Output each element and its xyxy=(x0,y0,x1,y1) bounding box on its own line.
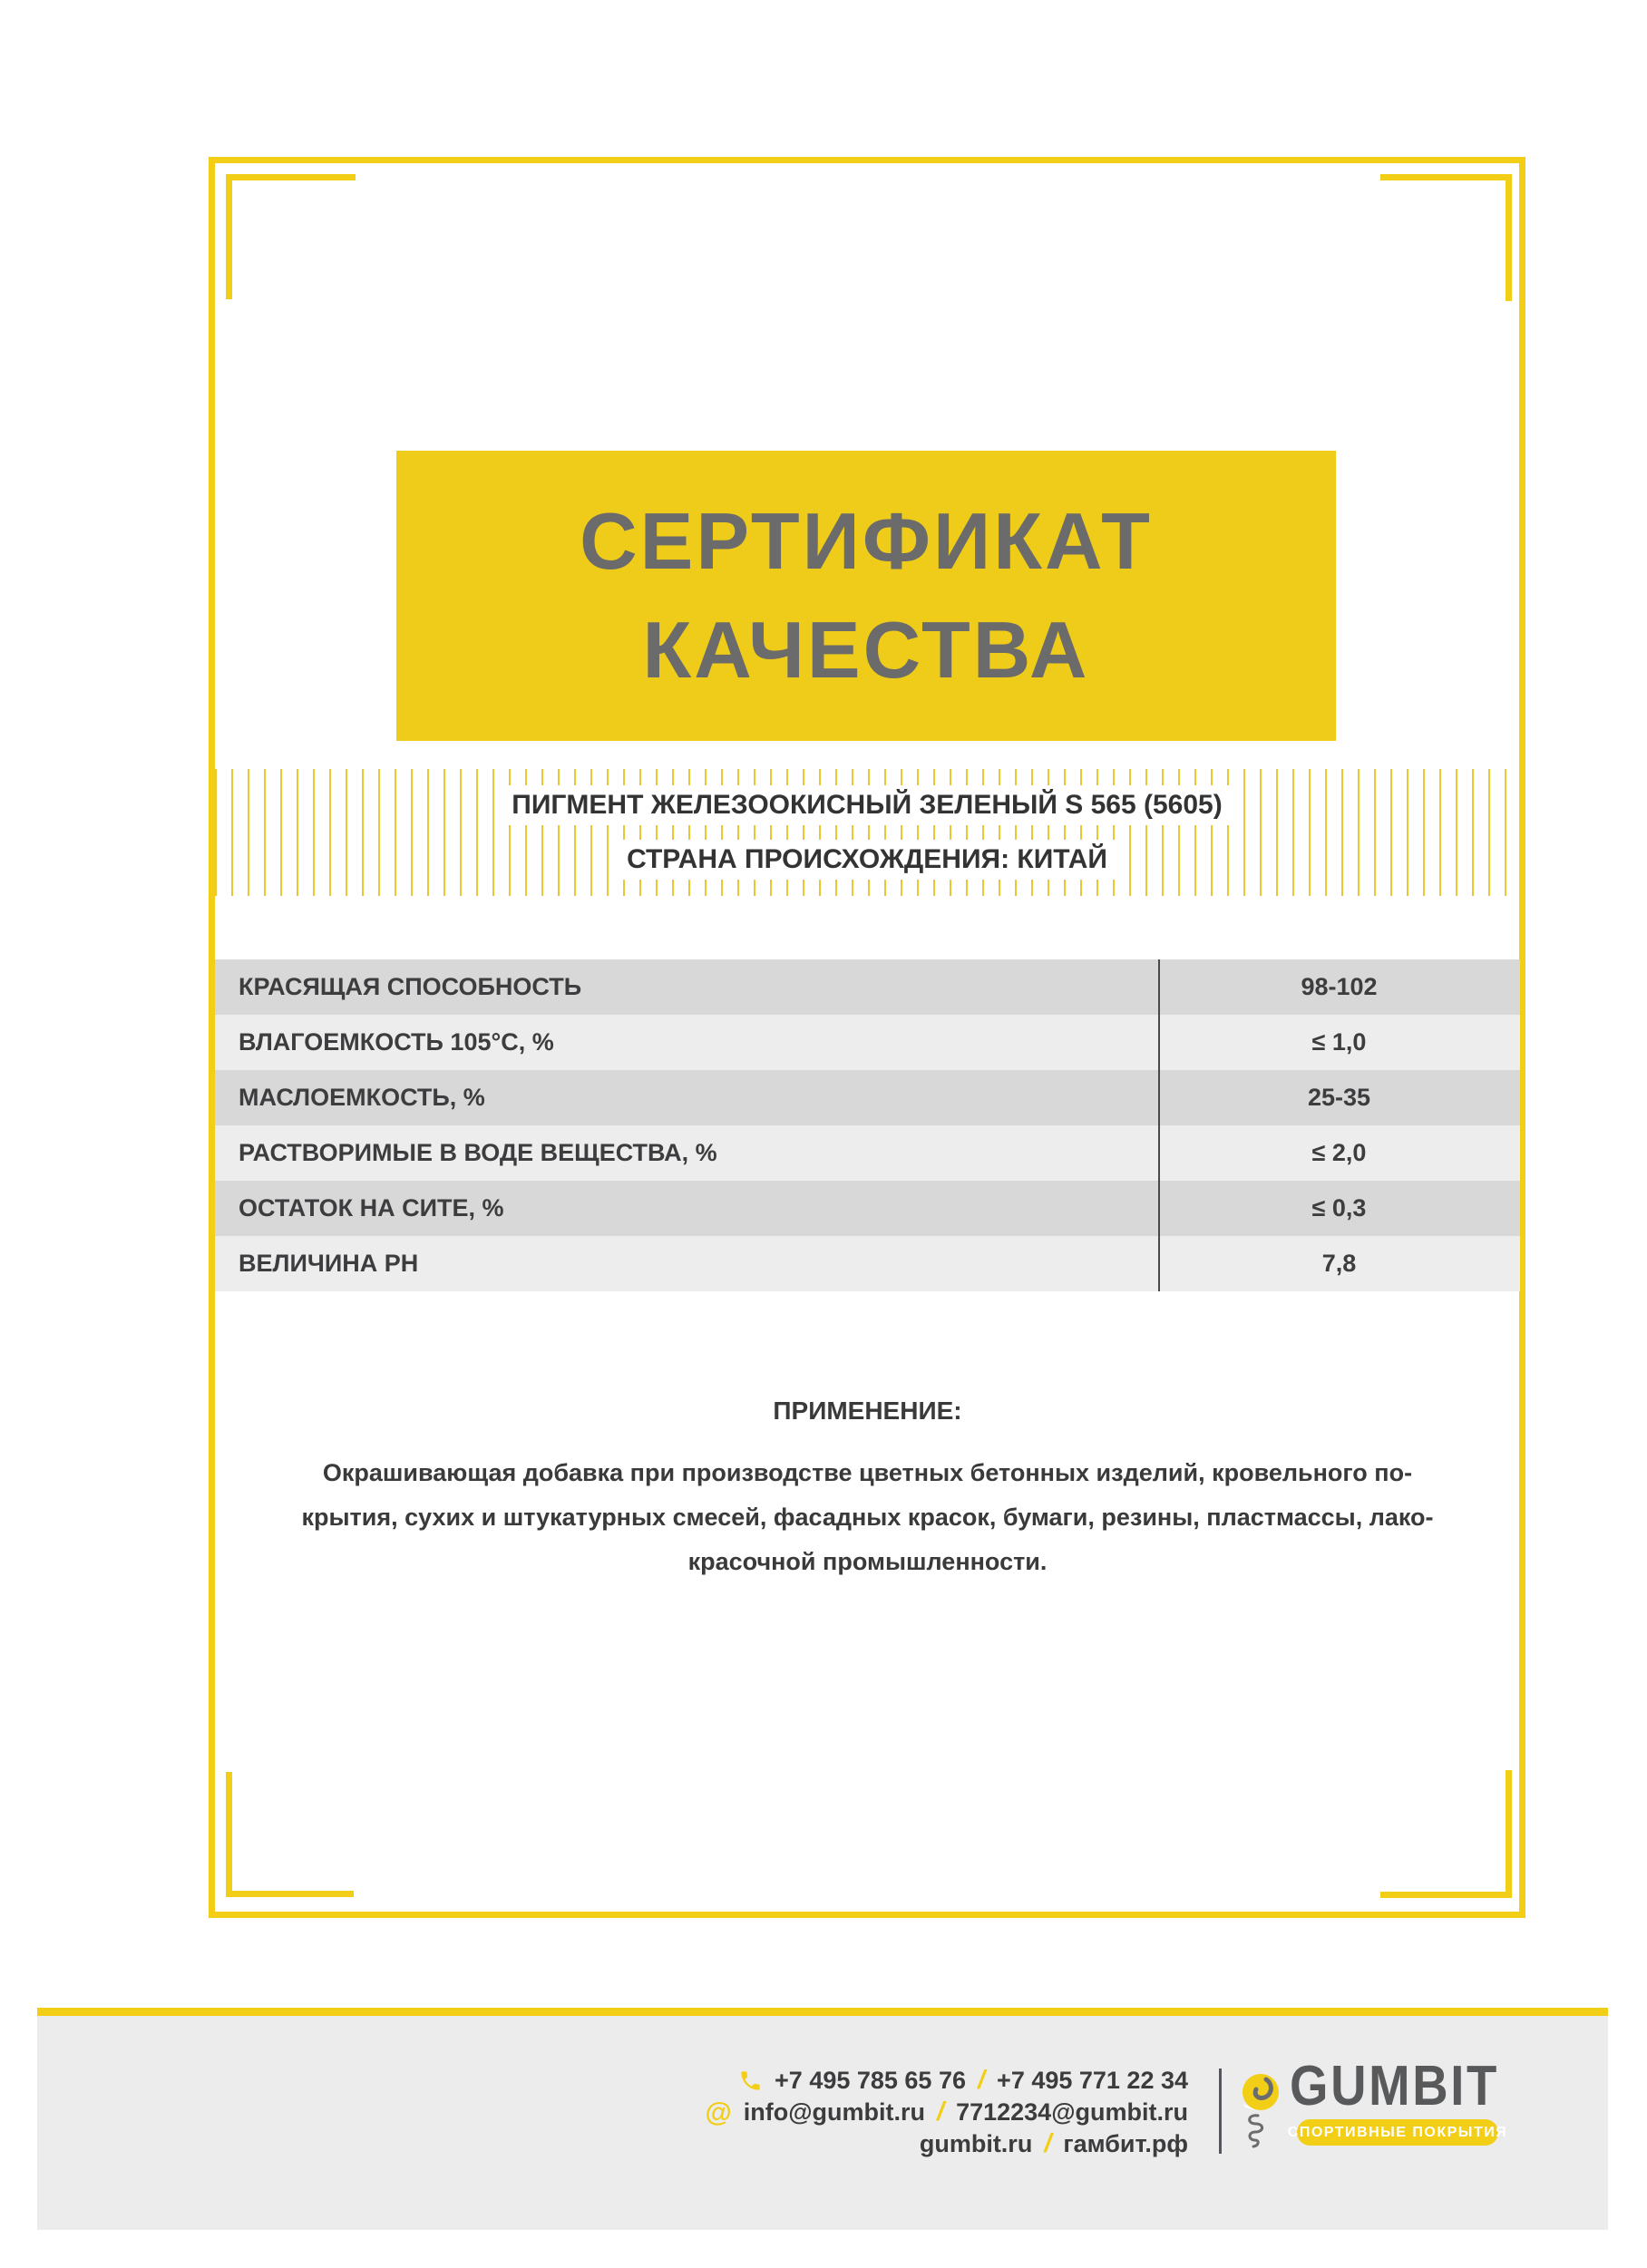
spec-label: ВЕЛИЧИНА РН xyxy=(239,1250,419,1277)
title-line-1: СЕРТИФИКАТ xyxy=(580,496,1153,586)
table-row xyxy=(215,1236,1520,1291)
phone-number-secondary: +7 495 771 22 34 xyxy=(997,2067,1188,2094)
spec-table xyxy=(215,959,1520,1291)
table-row xyxy=(215,1015,1520,1070)
table-row xyxy=(215,1181,1520,1236)
website-ru: gumbit.ru xyxy=(919,2130,1033,2157)
slash-separator: / xyxy=(1044,2129,1052,2158)
title-line-2: КАЧЕСТВА xyxy=(642,605,1090,695)
spec-label: МАСЛОЕМКОСТЬ, % xyxy=(239,1084,485,1111)
title-banner xyxy=(396,451,1336,741)
spec-value: 7,8 xyxy=(1321,1250,1357,1277)
spec-value: 25-35 xyxy=(1307,1084,1371,1111)
spec-label: ОСТАТОК НА СИТЕ, % xyxy=(239,1194,504,1222)
corner-bracket-top-right xyxy=(1380,174,1512,301)
table-row xyxy=(215,959,1520,1015)
corner-bracket-bottom-right xyxy=(1380,1770,1512,1898)
application-paragraph xyxy=(215,1451,1520,1584)
spring-icon xyxy=(1245,2112,1267,2150)
footer-separator-bar xyxy=(37,2008,1608,2016)
spec-label: ВЛАГОЕМКОСТЬ 105°С, % xyxy=(239,1028,554,1056)
spec-value: ≤ 2,0 xyxy=(1311,1139,1367,1166)
table-column-divider xyxy=(1158,959,1160,1291)
spec-value: 98-102 xyxy=(1301,973,1378,1000)
spec-value: ≤ 1,0 xyxy=(1311,1028,1367,1056)
email-at-icon: @ xyxy=(705,2097,732,2127)
application-line: крытия, сухих и штукатурных смесей, фасадных красок, бумаги, резины, пластмассы, лако- xyxy=(301,1504,1434,1531)
spec-label: РАСТВОРИМЫЕ В ВОДЕ ВЕЩЕСТВА, % xyxy=(239,1139,717,1166)
website-rf: гамбит.рф xyxy=(1063,2130,1188,2157)
contact-sites-row xyxy=(705,2128,1188,2160)
contact-block xyxy=(705,2065,1188,2160)
slash-separator: / xyxy=(977,2066,986,2095)
gumbit-ball-icon xyxy=(1242,2073,1280,2111)
gumbit-tagline-badge: СПОРТИВНЫЕ ПОКРЫТИЯ xyxy=(1297,2119,1498,2146)
phone-number-primary: +7 495 785 65 76 xyxy=(775,2067,966,2094)
corner-bracket-bottom-left xyxy=(226,1772,354,1897)
gumbit-logo-text: GUMBIT xyxy=(1290,2055,1500,2117)
table-row xyxy=(215,1125,1520,1181)
phone-icon xyxy=(738,2068,763,2093)
email-primary: info@gumbit.ru xyxy=(743,2098,926,2126)
spec-label: КРАСЯЩАЯ СПОСОБНОСТЬ xyxy=(239,973,582,1000)
application-heading: ПРИМЕНЕНИЕ: xyxy=(773,1397,962,1425)
contact-emails-row xyxy=(705,2097,1188,2128)
table-row xyxy=(215,1070,1520,1125)
corner-bracket-top-left xyxy=(226,174,356,299)
footer xyxy=(37,2016,1608,2230)
slash-separator: / xyxy=(937,2098,945,2127)
spec-value: ≤ 0,3 xyxy=(1311,1194,1367,1222)
country-of-origin: СТРАНА ПРОИСХОЖДЕНИЯ: КИТАЙ xyxy=(612,840,1122,880)
contact-phones-row xyxy=(705,2065,1188,2097)
application-line: Окрашивающая добавка при производстве цветных бетонных изделий, кровельного по- xyxy=(322,1459,1413,1486)
product-name: ПИГМЕНТ ЖЕЛЕЗООКИСНЫЙ ЗЕЛЕНЫЙ S 565 (5605) xyxy=(497,785,1236,825)
footer-vertical-divider xyxy=(1219,2068,1222,2154)
subtitle-band xyxy=(215,769,1519,896)
application-line: красочной промышленности. xyxy=(687,1548,1048,1575)
email-secondary: 7712234@gumbit.ru xyxy=(956,2098,1188,2126)
